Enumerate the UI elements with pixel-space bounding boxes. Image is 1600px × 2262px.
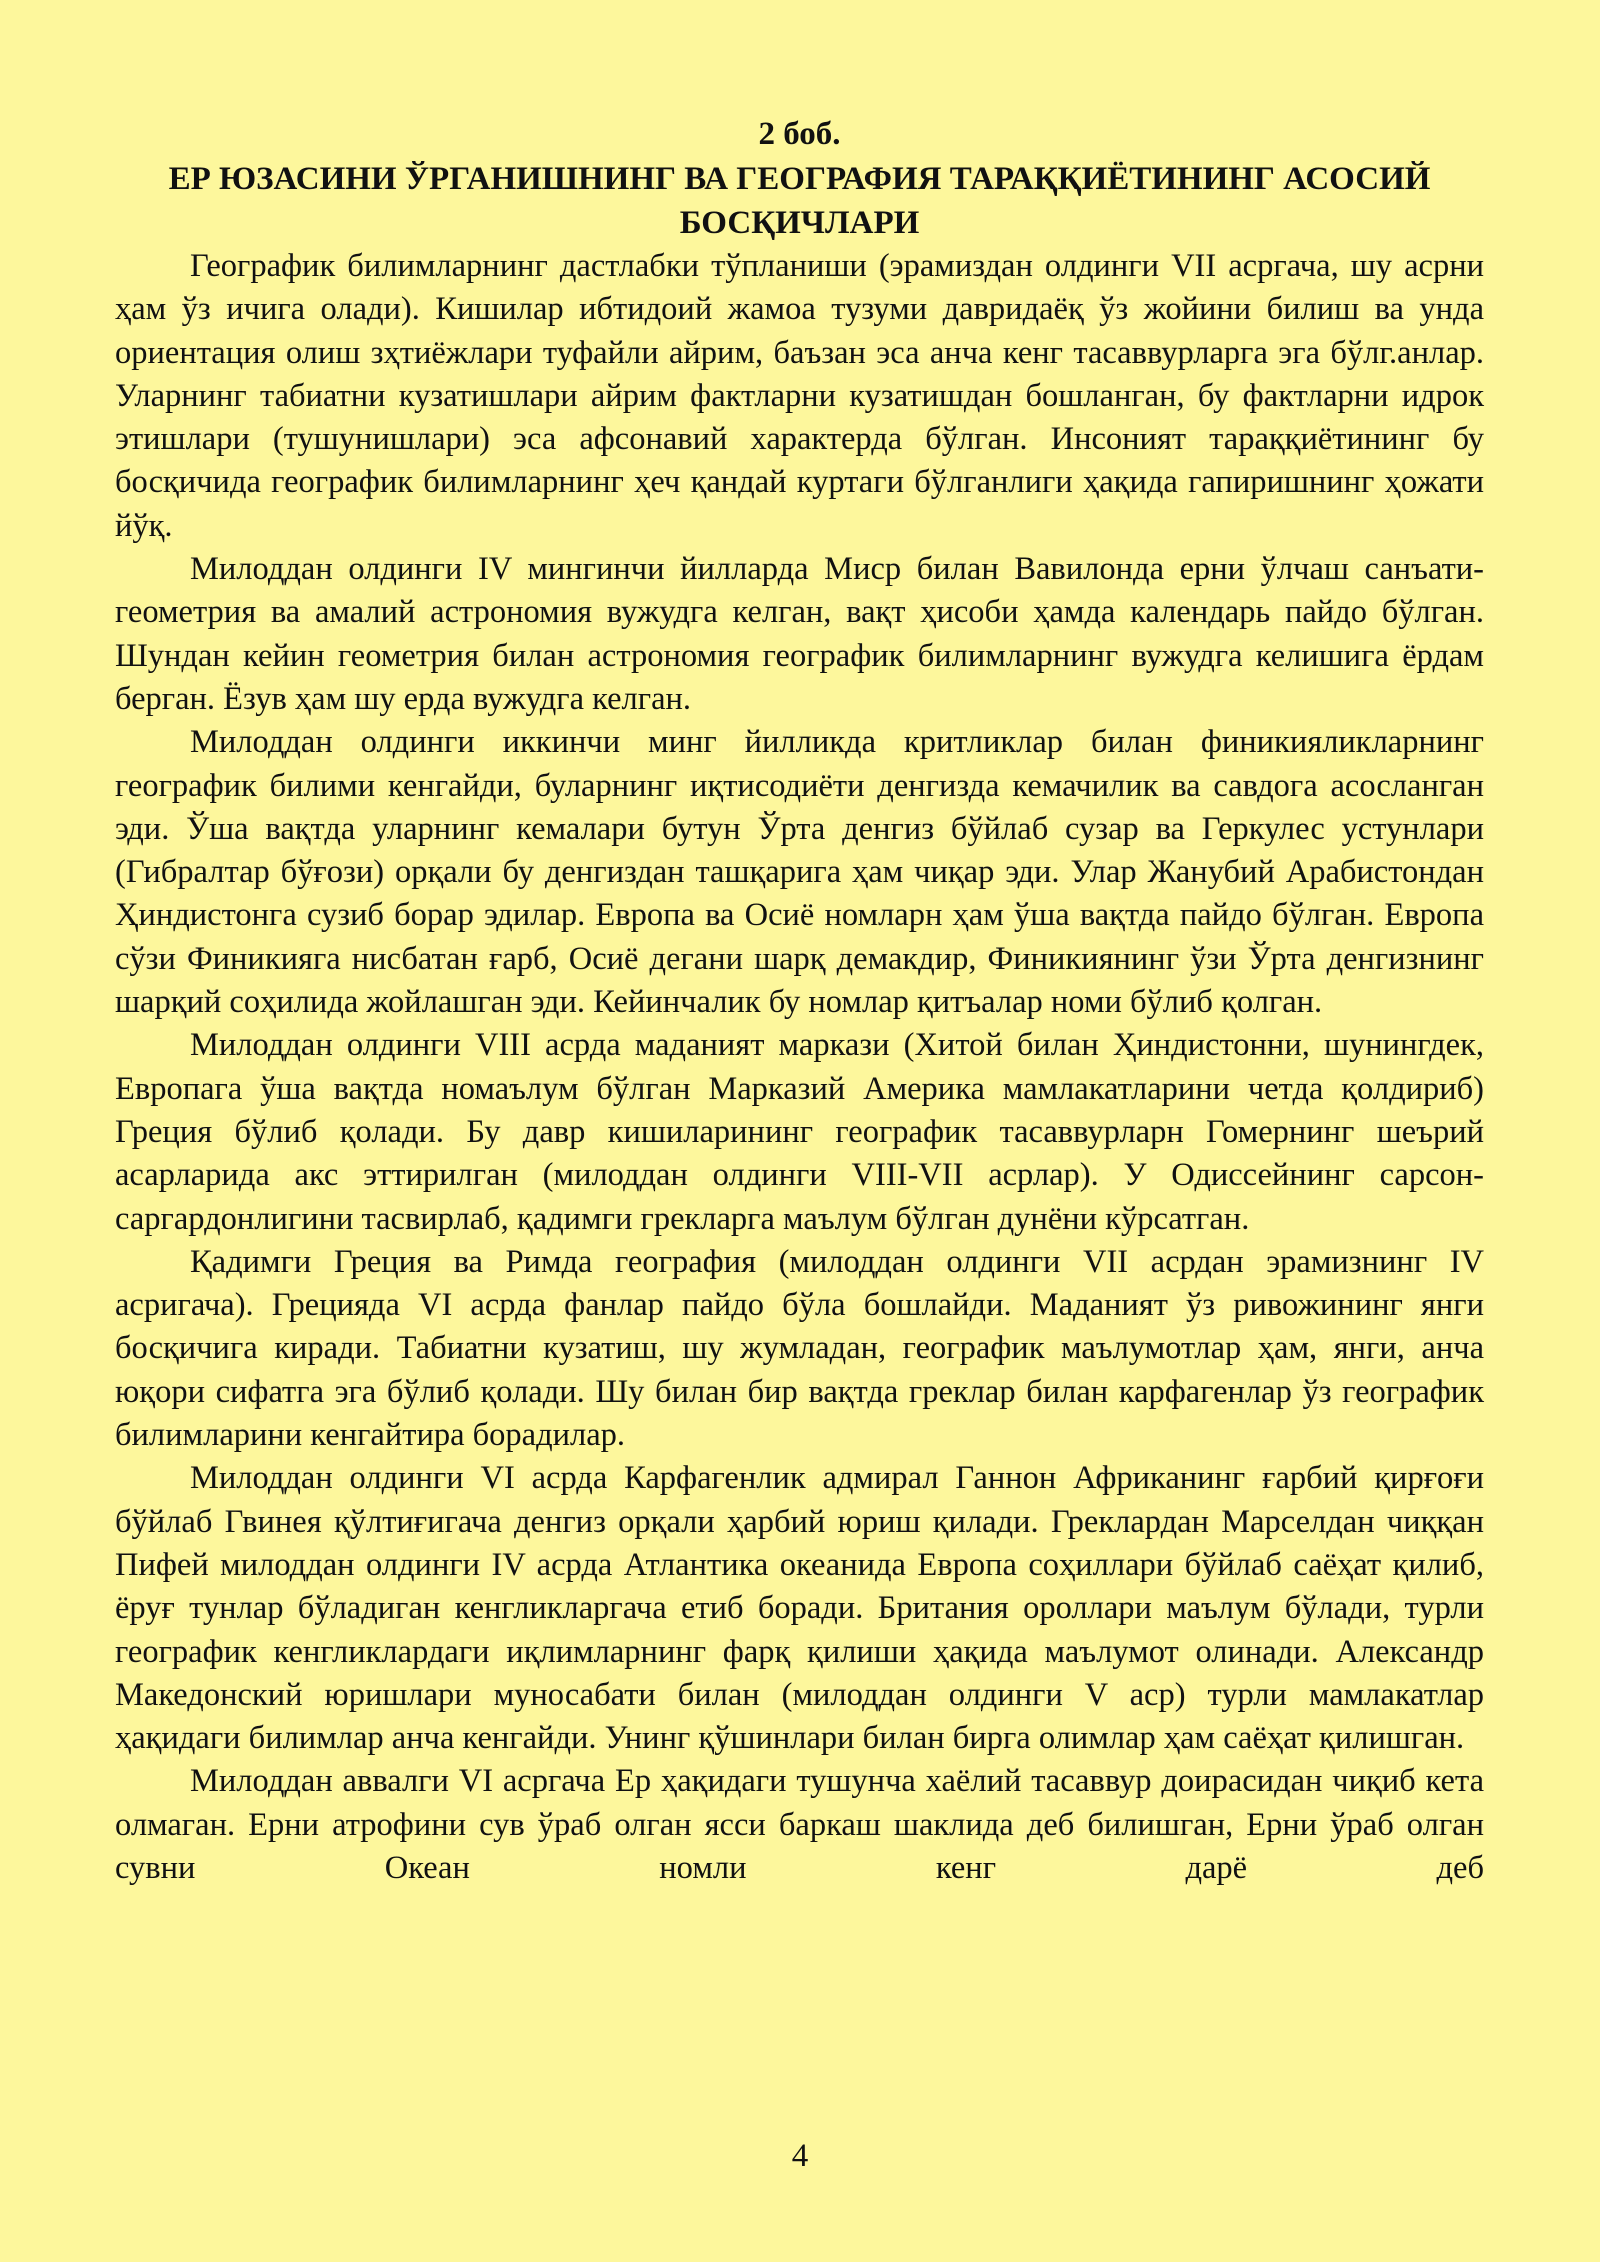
- paragraph: Милоддан олдинги VIII асрда маданият маркази (Хитой билан Ҳиндистонни, шунингдек, Европага ўша вақтда номаълум бўлган Марказий Америка мамлакатларини четда қолдириб) Греция бўлиб қолади. Бу давр кишиларининг географик тасаввурларн Гомернинг шеърий асарларида акс эттирилган (милоддан олдинги VIII-VII асрлар). У Одиссейнинг сарсон-саргардонлигини тасвирлаб, қадимги грекларга маълум бўлган дунёни кўрсатган.: [115, 1027, 1484, 1237]
- paragraph: Милоддан аввалги VI асргача Ер ҳақидаги тушунча хаёлий тасаввур доирасидан чиқиб кета олмаган. Ерни атрофини сув ўраб олган ясси баркаш шаклида деб билишган, Ерни ўраб олган сувни Океан номли кенг дарё деб: [115, 1763, 1484, 1886]
- chapter-number: 2 боб.: [758, 116, 841, 152]
- paragraph: Милоддан олдинги IV мингинчи йилларда Миср билан Вавилонда ерни ўлчаш санъати-геометрия ва амалий астрономия вужудга келган, вақт ҳисоби ҳамда календарь пайдо бўлган. Шундан кейин геометрия билан астрономия географик билимларнинг вужудга келишига ёрдам берган. Ёзув ҳам шу ерда вужудга келган.: [115, 551, 1484, 717]
- paragraph: Қадимги Греция ва Римда география (милоддан олдинги VII асрдан эрамизнинг IV асригача). Грецияда VI асрда фанлар пайдо бўла бошлайди. Маданият ўз ривожининг янги босқичига киради. Табиатни кузатиш, шу жумладан, географик маълумотлар ҳам, янги, анча юқори сифатга эга бўлиб қолади. Шу билан бир вақтда греклар билан карфагенлар ўз географик билимларини кенгайтира борадилар.: [115, 1243, 1484, 1454]
- document-page: [115, 112, 1484, 1890]
- page-number: 4: [791, 2138, 809, 2174]
- paragraph: Милоддан олдинги иккинчи минг йилликда критликлар билан финикияликларнинг географик билими кенгайди, буларнинг иқтисодиёти денгизда кемачилик ва савдога асосланган эди. Ўша вақтда уларнинг кемалари бутун Ўрта денгиз бўйлаб сузар ва Геркулес устунлари (Гибралтар бўғози) орқали бу денгиздан ташқарига ҳам чиқар эди. Улар Жанубий Арабистондан Ҳиндистонга сузиб борар эдилар. Европа ва Осиё номларн ҳам ўша вақтда пайдо бўлган. Европа сўзи Финикияга нисбатан ғарб, Осиё дегани шарқ демакдир, Финикиянинг ўзи Ўрта денгизнинг шарқий соҳилида жойлашган эди. Кейинчалик бу номлар қитъалар номи бўлиб қолган.: [115, 724, 1484, 1021]
- paragraph: Милоддан олдинги VI асрда Карфагенлик адмирал Ганнон Африканинг ғарбий қирғоғи бўйлаб Гвинея қўлтиғигача денгиз орқали ҳарбий юриш қилади. Греклардан Марселдан чиққан Пифей милоддан олдинги IV асрда Атлантика океанида Европа соҳиллари бўйлаб саёҳат қилиб, ёруғ тунлар бўладиган кенгликларгача етиб боради. Британия ороллари маълум бўлади, турли географик кенгликлардаги иқлимларнинг фарқ қилиши ҳақида маълумот олинади. Александр Македонский юришлари муносабати билан (милоддан олдинги V аср) турли мамлакатлар ҳақидаги билимлар анча кенгайди. Унинг қўшинлари билан бирга олимлар ҳам саёҳат қилишган.: [115, 1460, 1484, 1757]
- body-text: [115, 245, 1484, 1890]
- chapter-title: ЕР ЮЗАСИНИ ЎРГАНИШНИНГ ВА ГЕОГРАФИЯ ТАРАҚҚИЁТИНИНГ АСОСИЙ БОСҚИЧЛАРИ: [168, 161, 1431, 241]
- paragraph: Географик билимларнинг дастлабки тўпланиши (эрамиздан олдинги VII асргача, шу асрни ҳам ўз ичига олади). Кишилар ибтидоий жамоа тузуми давридаёқ ўз жойини билиш ва унда ориентация олиш зҳтиёжлари туфайли айрим, баъзан эса анча кенг тасаввурларга эга бўлг.анлар. Уларнинг табиатни кузатишлари айрим фактларни кузатишдан бошланган, бу фактларни идрок этишлари (тушунишлари) эса афсонавий характерда бўлган. Инсоният тараққиётининг бу босқичида географик билимларнинг ҳеч қандай куртаги бўлганлиги ҳақида гапиришнинг ҳожати йўқ.: [115, 248, 1484, 544]
